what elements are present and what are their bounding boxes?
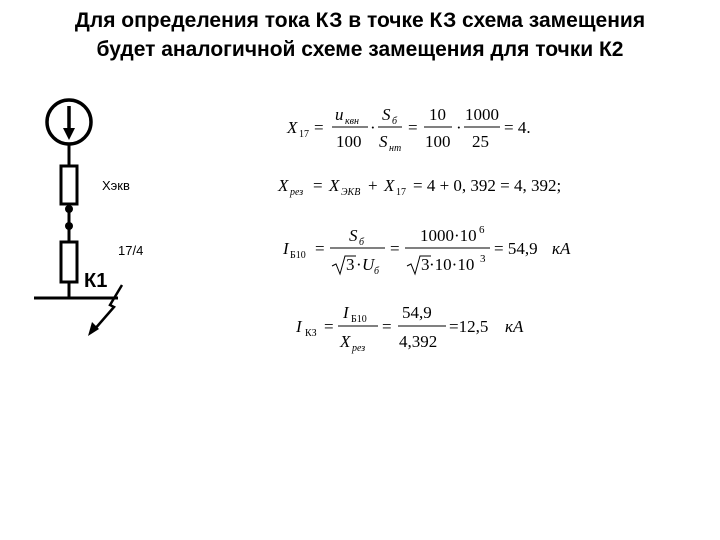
eq1-den4: 25 [472, 132, 489, 151]
eq1-num1: u [335, 105, 344, 124]
eq2-rest: = 4 + 0, 392 = 4, 392; [413, 176, 562, 195]
eq3-den1-b: U [362, 255, 375, 274]
title-line-1: Для определения тока КЗ в точке КЗ схема замещения [74, 9, 646, 32]
svg-text:=: = [315, 239, 325, 258]
title-line-2: будет аналогичной схеме замещения для точки К2 [96, 38, 624, 61]
eq3-result: = 54,9 [494, 239, 538, 258]
eq3-num1-sub: б [359, 237, 365, 248]
eq4-unit: кА [505, 317, 524, 336]
equation-x-rez [277, 176, 561, 198]
eq3-den1-a: 3 [346, 255, 355, 274]
eq3-den2-b: ·10·10 [429, 255, 475, 274]
eq1-lhs-sub: 17 [299, 129, 309, 140]
resistor1-label: Хэкв [102, 178, 130, 193]
svg-text:·: · [456, 118, 462, 137]
eq3-den1-sub: б [374, 266, 380, 277]
eq1-num4: 1000 [465, 105, 499, 124]
eq2-lhs: X [278, 176, 289, 195]
equation-i-kz [295, 303, 524, 354]
eq3-den2-sup: 3 [480, 253, 486, 265]
eq4-num2: 54,9 [402, 303, 432, 322]
eq1-num1-sub: квн [345, 116, 359, 127]
svg-text:·: · [356, 255, 362, 274]
svg-text:=: = [382, 317, 392, 336]
eq3-lhs: I [283, 239, 289, 258]
svg-text:·: · [370, 118, 376, 137]
svg-text:=: = [314, 118, 324, 137]
eq1-num3: 10 [429, 105, 446, 124]
eq1-num2-sub: б [392, 116, 398, 127]
eq3-lhs-sub: Б10 [290, 250, 306, 261]
eq2-t1: X [329, 176, 340, 195]
eq1-result: = 4. [504, 118, 531, 137]
eq1-den1: 100 [336, 132, 362, 151]
eq4-lhs: I [296, 317, 302, 336]
eq4-num1: I [343, 303, 349, 322]
eq2-lhs-sub: рез [290, 187, 304, 198]
eq3-den2-a: 3 [421, 255, 430, 274]
svg-text:=: = [390, 239, 400, 258]
fault-point-label: К1 [84, 270, 108, 292]
equation-i-b10 [282, 224, 571, 277]
svg-text:=: = [324, 317, 334, 336]
eq4-den2: 4,392 [399, 332, 438, 351]
eq3-num2: 1000·10 [420, 226, 477, 245]
svg-text:=: = [313, 176, 323, 195]
eq2-t2-sub: 17 [396, 187, 406, 198]
eq1-num2: S [382, 105, 391, 124]
equation-x17 [286, 105, 531, 154]
eq1-den3: 100 [425, 132, 451, 151]
eq3-unit: кА [552, 239, 571, 258]
resistor2-label: 17/4 [118, 243, 144, 258]
eq4-den1-sub: рез [352, 343, 366, 354]
eq2-t1-sub: ЭКВ [341, 187, 361, 198]
eq2-t2: X [384, 176, 395, 195]
eq4-lhs-sub: КЗ [305, 328, 317, 339]
eq4-den1: X [340, 332, 351, 351]
svg-text:=: = [408, 118, 418, 137]
eq4-result: =12,5 [449, 317, 489, 336]
eq1-den2-sub: нт [389, 143, 402, 154]
eq1-den2: S [379, 132, 388, 151]
eq1-lhs: X [287, 118, 298, 137]
eq4-num1-sub: Б10 [351, 314, 367, 325]
svg-text:+: + [368, 176, 378, 195]
eq3-num1: S [349, 226, 358, 245]
eq3-num2-sup: 6 [479, 224, 485, 236]
